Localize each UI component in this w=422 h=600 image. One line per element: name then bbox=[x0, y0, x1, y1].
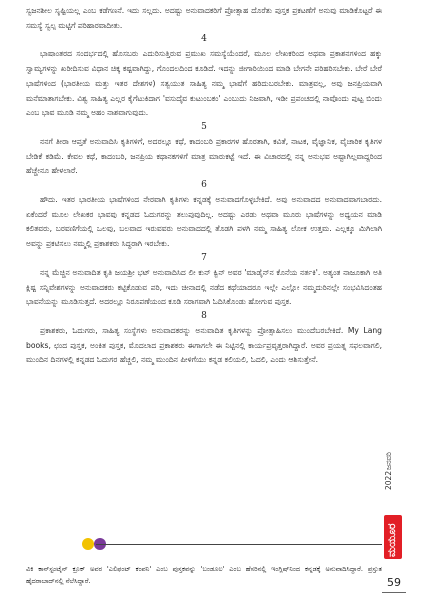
paragraph-4: ಹೌದು. ಇತರ ಭಾರತೀಯ ಭಾಷೆಗಳಿಂದ ನೇರವಾಗಿ ಕೃತಿಗಳು ಕನ್ನಡಕ್ಕೆ ಅನುವಾದಗೊಳ್ಳಬೇಕಿದೆ. ಅವು ಅನುವಾದದ ಅನುವಾದವಾಗಬಾರದು. ಏಕೆಂದರೆ ಮೂಲ ಲೇಖಕರ ಭಾವವು ಕನ್ನಡದ ಓದುಗರನ್ನು ತಲುಪುವುದಿಲ್ಲ. ಅದಷ್ಟು ಎರಡು ಅಥವಾ ಮೂರು ಭಾಷೆಗಳನ್ನು ಅಧ್ಯಯನ ಮಾಡಿ ಕಲಿತವರು, ಬರವಣಿಗೆಯಲ್ಲಿ ಒಲವು, ಬಲವಾದ ಇರುವವರು ಅನುವಾದದಲ್ಲಿ ತೊಡಗಿ ಪಳಗಿ ನಮ್ಮ ಸಾಹಿತ್ಯ ಲೋಕ ಉತ್ತಮ. ಎಲ್ಲಕ್ಕೂ ಮಿಗಿಲಾಗಿ ಅವನ್ನು ಪ್ರಕಟಿಸಲು ನಮ್ಮಲ್ಲಿ ಪ್ರಕಾಶಕರು ಸಿದ್ಧರಾಗಿ ಇರಬೇಕು. bbox=[26, 195, 382, 249]
article-body bbox=[26, 4, 382, 368]
paragraph-2: ಭಾಷಾಂತರದ ಸಂದರ್ಭದಲ್ಲಿ ಹೊಸಬರು ಎದುರಿಸುತ್ತಿರುವ ಪ್ರಮುಖ ಸಮಸ್ಯೆಯೆಂದರೆ, ಮೂಲ ಲೇಖಕರಿಂದ ಅಥವಾ ಪ್ರಕಾಶನಗಳಿಂದ ಹಕ್ಕು ಸ್ವಾಮ್ಯಗಳನ್ನು ಖರೀದಿಸುವ ವಿಧಾನ ಚಿಕ್ಕ ಕಷ್ಟವಾಗಿದ್ದು, ಗೊಂದಲದಿಂದ ಕೂಡಿದೆ. ಇದನ್ನು ಜೀಗಾರಿಯಿಂದ ಮಾಡಿ ಬೇಗನೇ ಪರಿಹರಿಸಬೇಕು. ಬೇರೆ ಬೇರೆ ಭಾಷೆಗಳಿಂದ (ಭಾರತೀಯ ಮತ್ತು ಇತರ ದೇಶಗಳ) ಸತ್ವಯುತ ಸಾಹಿತ್ಯ ನಮ್ಮ ಭಾಷೆಗೆ ಹರಿದುಬರಬೇಕು. ಮಾತ್ರವಲ್ಲ, ಅವು ಜನಪ್ರಿಯವಾಗಿ ಮನೆಮಾತಾಗಬೇಕು. ವಿಶ್ವ ಸಾಹಿತ್ಯ ಎಲ್ಲರ ಕೈಗೆಟುಕಿದಾಗ 'ವಸುದೈವ ಕುಟುಂಬಕಂ' ಎಂಬುದು ನಿಜವಾಗಿ, ಇಡೀ ಪ್ರಪಂಚದಲ್ಲಿ ನಾವೊಂದು ಪುಟ್ಟ ಬಿಂದು ಎಂಬ ಭಾವ ಮೂಡಿ ನಮ್ಮ ಅಹಂ ನಾಶವಾಗುವುದು. bbox=[26, 49, 382, 118]
section-number-6: 6 bbox=[201, 180, 207, 191]
paragraph-1: ಸ್ವಜನಶೀಲ ಸೃಷ್ಟಿಯಲ್ಲ ಎಂಬ ಕಡೆಗಣನೆ. ಇದು ಸಲ್ಲದು. ಅದಷ್ಟು ಅನುವಾದಕರಿಗೆ ಪ್ರೋತ್ಸಾಹ ದೊರೆತು ಪುಸ್ತಕ ಪ್ರಕಟಣೆಗೆ ಅನುವು ಮಾಡಿಕೊಟ್ಟರೆ ಈ ಸಮಸ್ಯೆ ಸ್ವಲ್ಪ ಮಟ್ಟಿಗೆ ಪರಿಹಾರವಾದೀತು. bbox=[26, 6, 382, 30]
yellow-dot-icon bbox=[82, 538, 94, 550]
paragraph-5: ನನ್ನ ಮೆಚ್ಚಿನ ಅನುವಾದಿತ ಕೃತಿ ಜಯಶ್ರೀ ಭಟ್ ಅನುವಾದಿಸಿದ ಲೀ ಕುನ್ ಕ್ವಿನ್ ಅವರ 'ಮಾಡೈನ್‌ನ ಕೊನೆಯ ನರ್ತಕಿ'. ಅತ್ಯಂತ ನಾಜೂಕಾಗಿ ಅತಿ ಕ್ಲಿಷ್ಟ ಸನ್ನಿವೇಶಗಳನ್ನು ಅನುವಾದಕರು ಕಟ್ಟಿಕೊಡುವ ಪರಿ, ಇದು ಚೀನಾದಲ್ಲಿ ನಡೆದ ಕಥೆಯಾದರೂ ಇಲ್ಲೇ ಎಲ್ಲೋ ನಮ್ಮದುರಿನಲ್ಲೇ ಸಂಭವಿಸಿದಂತಹ ಭಾವನೆಯನ್ನು ಮೂಡಿಸುತ್ತದೆ. ಅದರಲ್ಲೂ ನಿರೂಪಣೆಯಂದ ಕೂಡಿ ಸರಾಗವಾಗಿ ಓದಿಸಿಕೊಂಡು ಹೋಗುವ ಪುಸ್ತಕ. bbox=[26, 267, 382, 307]
paragraph-6: ಪ್ರಕಾಶಕರು, ಓದುಗರು, ಸಾಹಿತ್ಯ ಸಂಸ್ಥೆಗಳು ಅನುವಾದಕರನ್ನು ಅನುವಾದಿತ ಕೃತಿಗಳನ್ನು ಪ್ರೋತ್ಸಾಹಿಸಲು ಮುಂದೆಬರಬೇಕಿದೆ. My Lang books, ಛಂದ ಪುಸ್ತಕ, ಅಂಕಿತ ಪುಸ್ತಕ, ಮೊದಲಾದ ಪ್ರಕಾಶಕರು ಈಗಾಗಲೇ ಈ ನಿಟ್ಟಿನಲ್ಲಿ ಕಾರ್ಯಪ್ರವೃತ್ತರಾಗಿದ್ದಾರೆ. ಅವರ ಪ್ರಯತ್ನ ಸಫಲವಾಗಲಿ, ಮುಂದಿನ ದಿನಗಳಲ್ಲಿ ಕನ್ನಡದ ಓದುಗರ ಹೆಚ್ಚಲಿ, ನಮ್ಮ ಮುಂದಿನ ಪೀಳಿಗೆಯು ಕನ್ನಡ ಕಲಿಯಲಿ, ಓದಲಿ, ಎಂದು ಆಶಿಸುತ್ತೇನೆ. bbox=[26, 325, 382, 365]
issue-month: ಜನವರಿ bbox=[384, 452, 393, 470]
issue-year: 2022 bbox=[384, 470, 393, 490]
footnote-divider bbox=[96, 544, 382, 545]
author-footnote: ವಿಕಿ ಕಾನ್‌ಸ್ಟಂಟೈನ್ ಕ್ರೂಕ್ ಅವರ 'ಎಲಿಫಂಟ್ ಕಂಪನಿ' ಎಂಬ ಪುಸ್ತಕವನ್ನು 'ಬಂಡೂಲ' ಎಂಬ ಹೆಸರಿನಲ್ಲಿ ಇಂಗ್ಲಿಷ್‌ನಿಂದ ಕನ್ನಡಕ್ಕೆ ಅನುವಾದಿಸಿದ್ದಾರೆ. ಪ್ರಸ್ತುತ ಹೈದರಾಬಾದ್‌ನಲ್ಲಿ ನೆಲೆಸಿದ್ದಾರೆ. bbox=[26, 564, 382, 585]
section-number-7: 7 bbox=[201, 252, 207, 263]
paragraph-3: ನನಗೆ ತೀರಾ ಆಪ್ತತೆ ಅನುವಾದಿಸಿ ಕೃತಿಗಳಿಗೆ, ಅದರಲ್ಲೂ ಕಥೆ, ಕಾದಂಬರಿ ಪ್ರಕಾರಗಳ ಹೊರತಾಗಿ, ಕವಿತೆ, ನಾಟಕ, ವೈಜ್ಞಾನಿಕ, ವೈಚಾರಿಕ ಕೃತಿಗಳ ಬೇಡಿಕೆ ಕಡಿಮೆ. ಕೇವಲ ಕಥೆ, ಕಾದಂಬರಿ, ಜನಪ್ರಿಯ ಕಥಾನಕಗಳಿಗೆ ಮಾತ್ರ ಮಾರುಕಟ್ಟೆ ಇದೆ. ಈ ವಿಚಾರದಲ್ಲಿ ನನ್ನ ಅನುಭವ ಅಷ್ಟಾಗಿಲ್ಲವಾದ್ದರಿಂದ ಹೆಚ್ಚೇನೂ ಹೇಳಲಾರೆ. bbox=[26, 136, 382, 176]
magazine-logo: ಮಯೂರ bbox=[386, 523, 398, 557]
page-number-rule bbox=[382, 592, 406, 593]
section-number-5: 5 bbox=[201, 121, 207, 132]
section-number-8: 8 bbox=[201, 310, 207, 321]
section-number-4: 4 bbox=[201, 34, 207, 45]
page-number: 59 bbox=[387, 576, 401, 589]
